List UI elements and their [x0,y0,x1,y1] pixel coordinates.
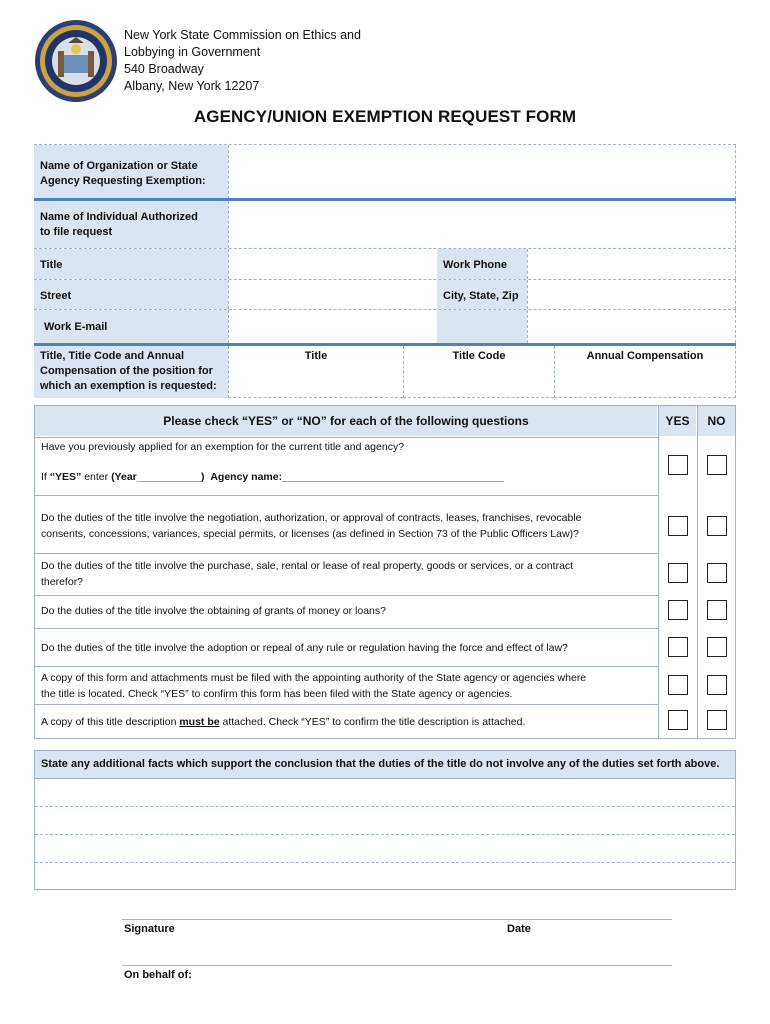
agency-name-field[interactable]: Agency name:______________________________________ [210,471,505,483]
position-title-code-field[interactable] [403,346,554,398]
agency-address [124,27,361,95]
text: If [41,471,50,483]
q7-yes-checkbox[interactable] [668,710,688,730]
text: A copy of this title description [41,716,180,728]
column-header-title-code: Title Code [452,350,506,362]
question-2 [34,495,658,553]
additional-facts-line-1[interactable] [35,779,735,807]
q6-yes-checkbox[interactable] [668,675,688,695]
label-line: Agency Requesting Exemption: [40,175,206,187]
divider [658,436,659,738]
divider [697,436,698,738]
question-line [41,469,658,485]
q7-no-checkbox[interactable] [707,710,727,730]
text: attached. Check “YES” to confirm the title description is attached. [219,716,526,728]
label-line: which an exemption is requested: [40,380,217,392]
org-name-label [34,145,228,199]
work-email-field[interactable] [228,310,436,343]
address-line: Lobbying in Government [124,45,261,59]
question-line: the title is located. Check “YES” to confirm this form has been filed with the State agency or agencies. [41,688,513,700]
q4-yes-checkbox[interactable] [668,600,688,620]
additional-facts-line-4[interactable] [35,863,735,889]
ny-state-seal-icon [34,19,118,103]
on-behalf-label: On behalf of: [124,969,192,981]
question-3 [34,553,658,595]
label-line: Name of Individual Authorized [40,211,198,223]
signature-line[interactable] [122,919,672,920]
question-4 [34,595,658,628]
label-line: Compensation of the position for [40,365,213,377]
city-state-zip-label: City, State, Zip [437,280,527,309]
question-line: Do the duties of the title involve the obtaining of grants of money or loans? [41,605,386,617]
q3-yes-checkbox[interactable] [668,563,688,583]
year-field[interactable]: (Year___________) [111,471,205,483]
question-line: Do the duties of the title involve the purchase, sale, rental or lease of real property, goods or services, or a contract [41,560,574,572]
position-label [34,346,228,398]
question-line [41,714,658,730]
position-annual-comp-field[interactable] [554,346,736,398]
on-behalf-line[interactable] [122,965,672,966]
question-line: Have you previously applied for an exemption for the current title and agency? [41,441,405,453]
address-line: 540 Broadway [124,62,204,76]
q5-no-checkbox[interactable] [707,637,727,657]
signature-label: Signature [124,923,175,935]
form-title: AGENCY/UNION EXEMPTION REQUEST FORM [193,107,577,126]
label-line: Title, Title Code and Annual [40,350,185,362]
additional-facts-line-3[interactable] [35,835,735,863]
label-line: Name of Organization or State [40,160,198,172]
q2-yes-checkbox[interactable] [668,516,688,536]
question-6 [34,666,658,704]
blank-shaded-cell [437,310,527,343]
address-line: Albany, New York 12207 [124,79,260,93]
label-line: to file request [40,226,113,238]
individual-name-label [34,201,228,248]
date-label: Date [507,923,531,935]
work-email-label: Work E-mail [34,310,228,343]
q2-no-checkbox[interactable] [707,516,727,536]
city-state-zip-field[interactable] [527,280,736,309]
q4-no-checkbox[interactable] [707,600,727,620]
address-line: New York State Commission on Ethics and [124,28,361,42]
org-name-field[interactable] [228,145,736,199]
question-1 [34,437,658,495]
question-line: Do the duties of the title involve the negotiation, authorization, or approval of contracts, leases, franchises, revocable [41,512,582,524]
additional-facts-header: State any additional facts which support the conclusion that the duties of the title do not involve any of the duties set forth above. [35,751,735,778]
question-line: consents, concessions, variances, special permits, or licenses (as defined in Section 73 of the Public Officers Law)? [41,528,579,540]
question-line: A copy of this form and attachments must be filed with the appointing authority of the State agency or agencies where [41,672,587,684]
question-5 [34,628,658,666]
question-line: Do the duties of the title involve the adoption or repeal of any rule or regulation having the force and effect of law? [41,642,568,654]
text-bold-underline: must be [179,716,220,728]
q1-no-checkbox[interactable] [707,455,727,475]
q6-no-checkbox[interactable] [707,675,727,695]
street-field[interactable] [228,280,436,309]
q5-yes-checkbox[interactable] [668,637,688,657]
title-field[interactable] [228,249,436,279]
position-title-field[interactable] [228,346,403,398]
column-header-annual-comp: Annual Compensation [586,350,704,362]
q3-no-checkbox[interactable] [707,563,727,583]
no-header: NO [697,406,735,436]
question-line: therefor? [41,576,84,588]
yes-header: YES [658,406,696,436]
individual-name-field[interactable] [228,201,736,248]
question-7 [34,704,658,738]
additional-facts-line-2[interactable] [35,807,735,835]
street-label: Street [34,280,228,309]
blank-field[interactable] [527,310,736,343]
q1-yes-checkbox[interactable] [668,455,688,475]
text: enter [81,471,112,483]
text-bold: “YES” [49,471,82,483]
questions-header: Please check “YES” or “NO” for each of the following questions [35,406,657,436]
work-phone-label: Work Phone [437,249,527,279]
column-header-title: Title [304,350,328,362]
work-phone-field[interactable] [527,249,736,279]
title-label: Title [34,249,228,279]
